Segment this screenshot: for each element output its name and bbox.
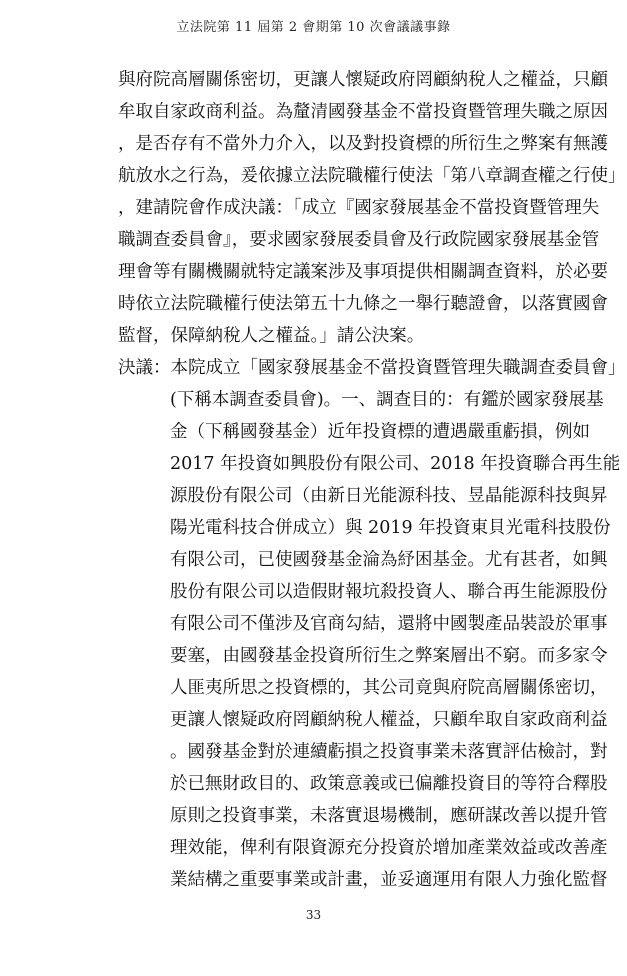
text-line: 。國發基金對於連續虧損之投資事業未落實評估檢討，對 <box>170 742 608 762</box>
text-line: 股份有限公司以造假財報坑殺投資人、聯合再生能源股份 <box>170 582 608 602</box>
page-header: 立法院第 11 屆第 2 會期第 10 次會議議事錄 <box>176 20 451 35</box>
text-line: 原則之投資事業，未落實退場機制，應研謀改善以提升管 <box>170 806 608 826</box>
text-line: 時依立法院職權行使法第五十九條之一舉行聽證會，以落實國會 <box>118 294 608 314</box>
text-line: (下稱本調查委員會)。一、調查目的：有鑑於國家發展基 <box>170 390 604 410</box>
text-line: 於已無財政目的、政策意義或已偏離投資目的等符合釋股 <box>170 774 608 794</box>
text-line: 人匪夷所思之投資標的，其公司竟與府院高層關係密切， <box>170 678 608 698</box>
text-line: 有限公司不僅涉及官商勾結，還將中國製產品裝設於軍事 <box>170 614 608 634</box>
page-number: 33 <box>305 908 322 922</box>
text-line: 理效能，俾利有限資源充分投資於增加產業效益或改善產 <box>170 838 608 858</box>
text-line: 陽光電科技合併成立）與 2019 年投資東貝光電科技股份 <box>170 518 611 538</box>
text-line: 職調查委員會』，要求國家發展委員會及行政院國家發展基金管 <box>118 230 600 250</box>
text-line: 航放水之行為，爰依據立法院職權行使法「第八章調查權之行使」 <box>118 166 626 186</box>
text-line: 業結構之重要事業或計畫，並妥適運用有限人力強化監督 <box>170 870 608 890</box>
resolution-label-line: 決議：本院成立「國家發展基金不當投資暨管理失職調查委員會」 <box>118 358 626 378</box>
text-line: 要塞，由國發基金投資所衍生之弊案層出不窮。而多家令 <box>170 646 608 666</box>
text-line: ，是否存有不當外力介入，以及對投資標的所衍生之弊案有無護 <box>118 134 608 154</box>
text-line: 監督，保障納稅人之權益。」請公決案。 <box>118 326 425 346</box>
text-line: 源股份有限公司（由新日光能源科技、昱晶能源科技與昇 <box>170 486 608 506</box>
text-line: 牟取自家政商利益。為釐清國發基金不當投資暨管理失職之原因 <box>118 102 608 122</box>
text-line: 有限公司，已使國發基金淪為紓困基金。尤有甚者，如興 <box>170 550 608 570</box>
text-line: ，建請院會作成決議：「成立『國家發展基金不當投資暨管理失 <box>118 198 600 218</box>
text-line: 更讓人懷疑政府罔顧納稅人權益，只顧牟取自家政商利益 <box>170 710 608 730</box>
text-line: 與府院高層關係密切，更讓人懷疑政府罔顧納稅人之權益，只顧 <box>118 70 608 90</box>
text-line: 2017 年投資如興股份有限公司、2018 年投資聯合再生能 <box>170 454 621 474</box>
text-line: 理會等有關機關就特定議案涉及事項提供相關調查資料，於必要 <box>118 262 608 282</box>
text-line: 金（下稱國發基金）近年投資標的遭遇嚴重虧損，例如 <box>170 422 590 442</box>
